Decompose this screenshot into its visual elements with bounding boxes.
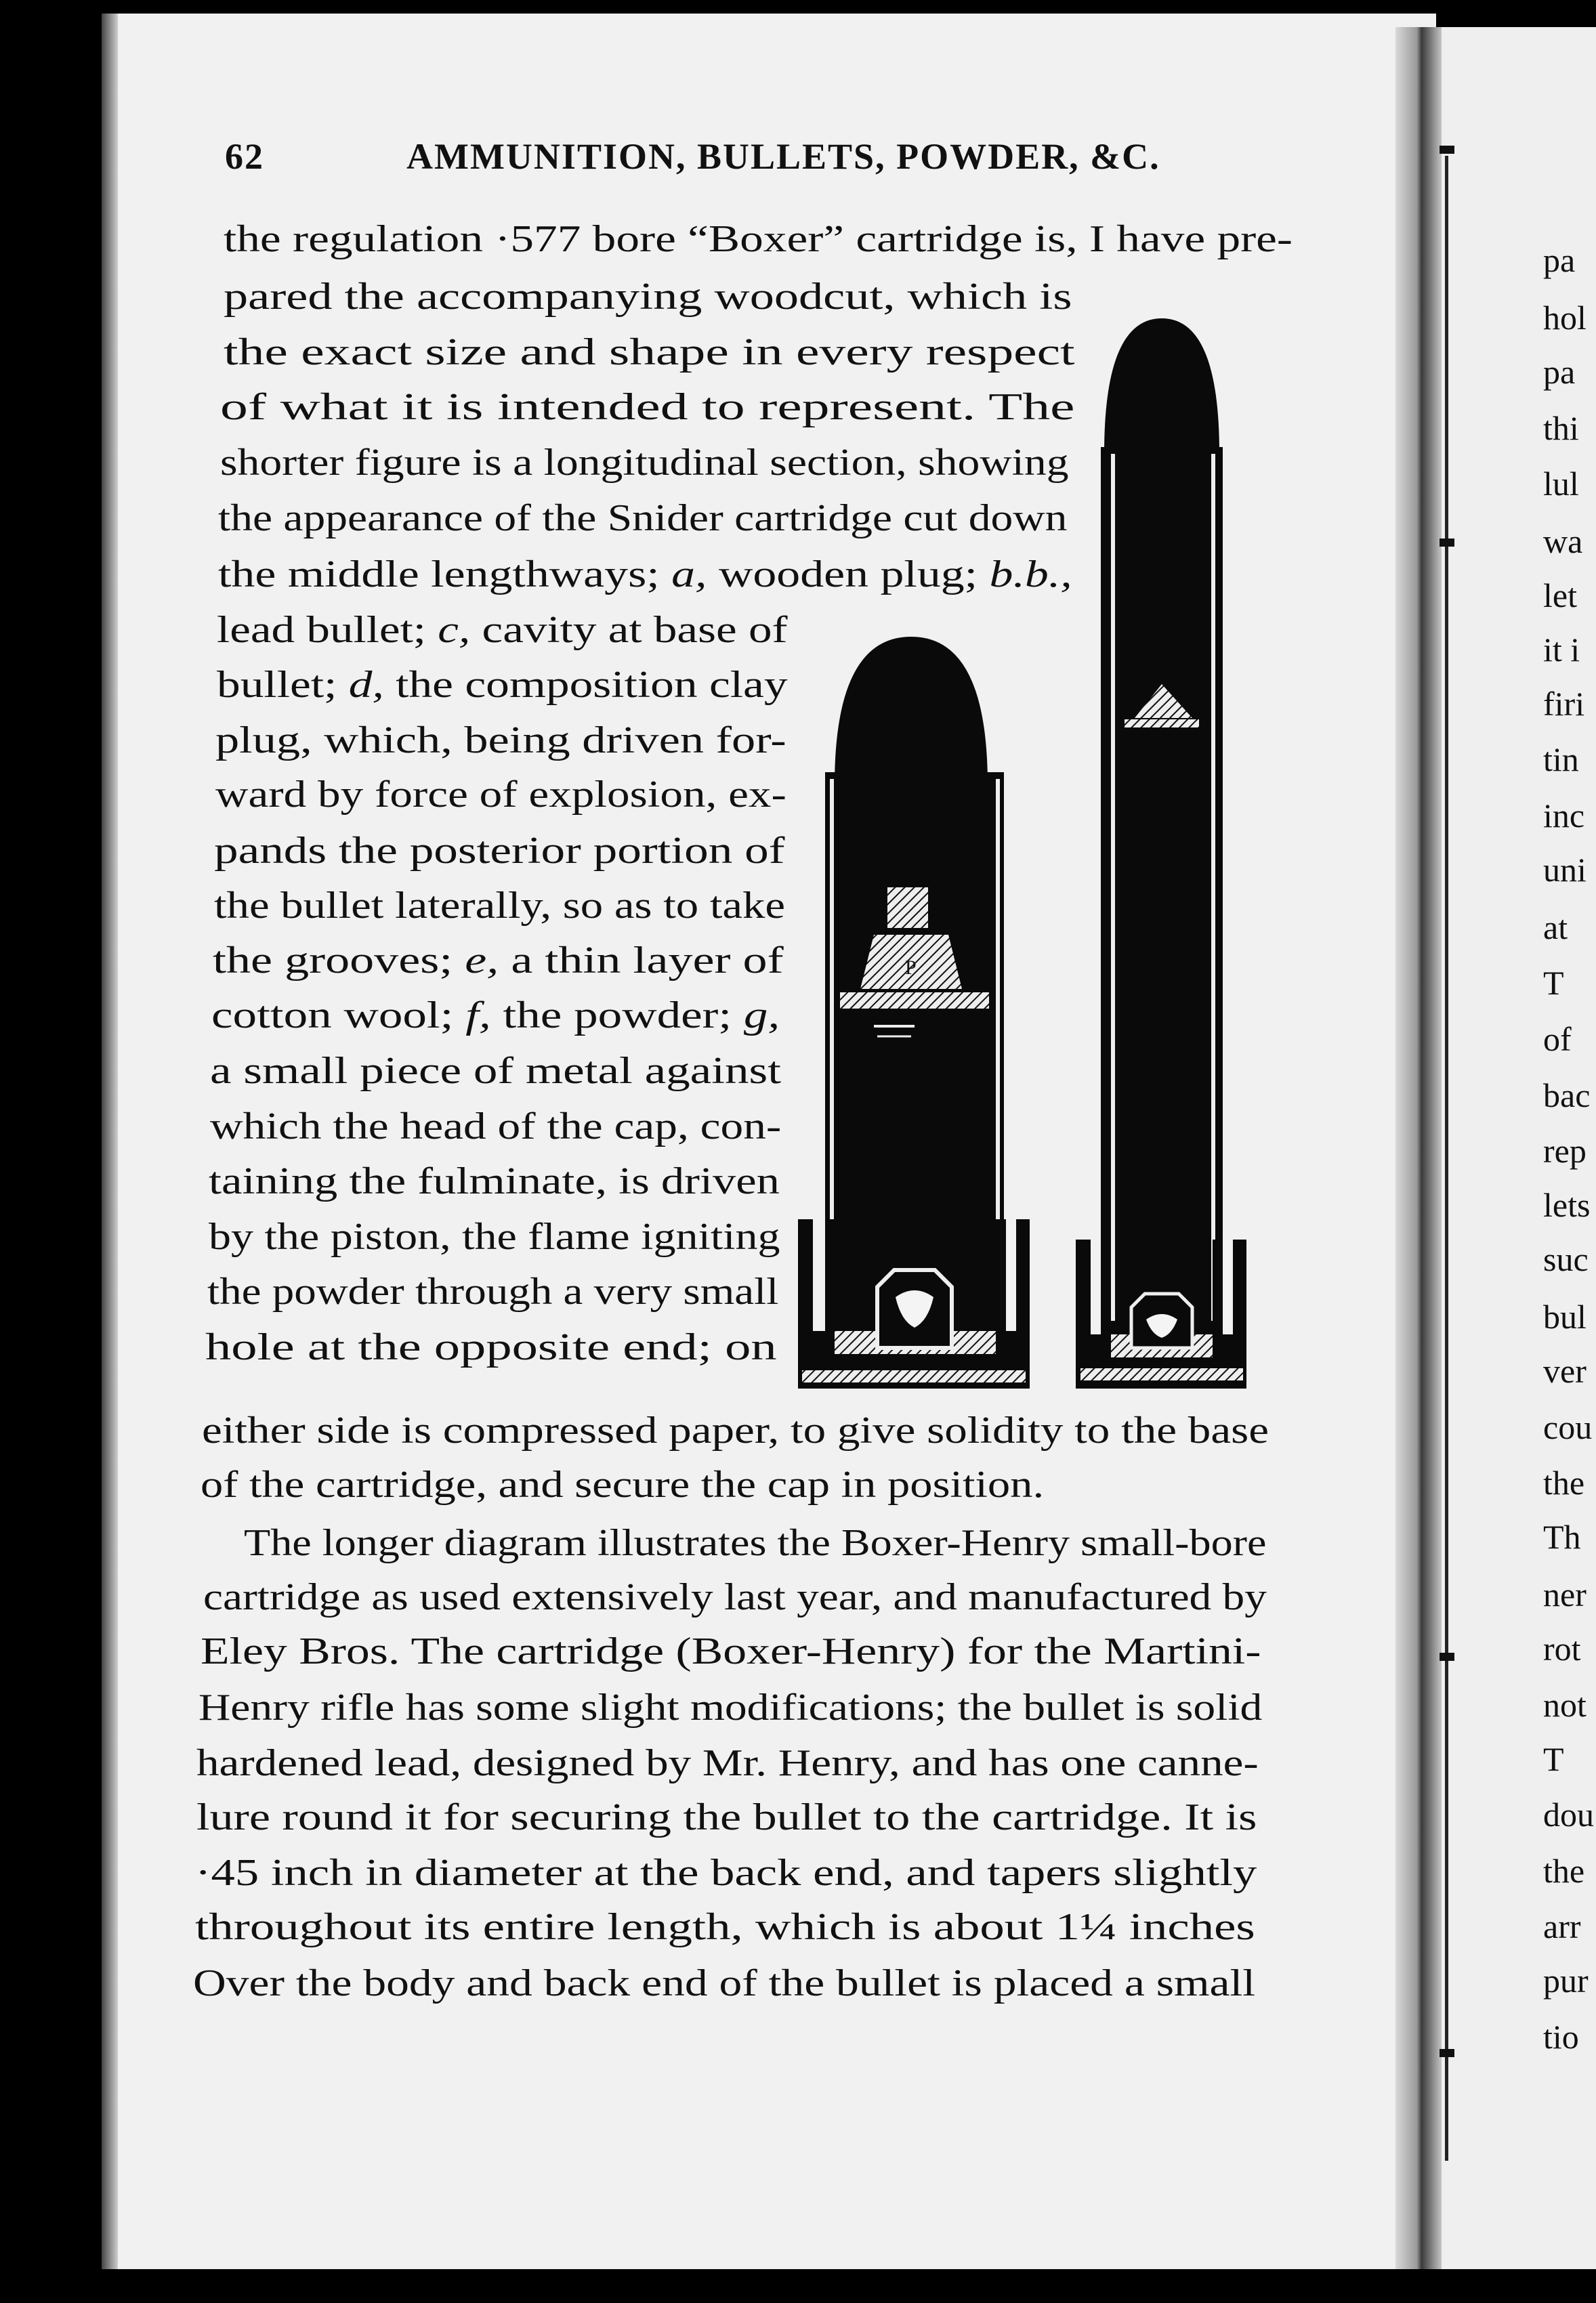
facing-text-fragment: suc (1543, 1240, 1589, 1278)
facing-text-fragment: the (1543, 1852, 1585, 1890)
facing-text-fragment: rot (1543, 1630, 1581, 1668)
facing-text-fragment: lul (1543, 465, 1579, 503)
text-line: bullet; d, the composition clay (217, 664, 788, 706)
text-line: Henry rifle has some slight modifications; the bullet is solid (198, 1687, 1263, 1729)
text-line: taining the fulminate, is driven (209, 1160, 780, 1202)
text-line: lead bullet; c, cavity at base of (217, 609, 788, 651)
text-line: a small piece of metal against (210, 1050, 781, 1092)
text-line: hole at the opposite end; on (205, 1326, 777, 1368)
text-line: of what it is intended to represent. The (220, 386, 1075, 428)
text-line: Eley Bros. The cartridge (Boxer-Henry) for the Martini- (201, 1630, 1261, 1672)
page-edge-shadow (102, 14, 118, 2269)
text-line: of the cartridge, and secure the cap in position. (201, 1464, 1045, 1506)
facing-text-fragment: uni (1543, 851, 1587, 889)
facing-text-fragment: of (1543, 1020, 1572, 1058)
text-line: Over the body and back end of the bullet is placed a small (193, 1962, 1256, 2004)
text-line: the bullet laterally, so as to take (214, 885, 786, 927)
text-line: ·45 inch in diameter at the back end, and tapers slightly (195, 1852, 1257, 1894)
facing-text-fragment: ver (1543, 1352, 1587, 1390)
book-gutter (1395, 27, 1443, 2269)
text-line: either side is compressed paper, to give solidity to the base (202, 1410, 1269, 1452)
text-line: the grooves; e, a thin layer of (213, 939, 784, 981)
facing-text-fragment: ner (1543, 1576, 1587, 1613)
facing-text-fragment: the (1543, 1464, 1585, 1502)
facing-text-fragment: let (1543, 576, 1577, 614)
facing-text-fragment: arr (1543, 1907, 1581, 1945)
text-line: pared the accompanying woodcut, which is (224, 276, 1072, 318)
text-line: the regulation ·577 bore “Boxer” cartridge is, I have pre- (224, 218, 1293, 260)
facing-text-fragment: cou (1543, 1408, 1593, 1446)
spine-mark (1440, 538, 1454, 547)
facing-text-fragment: dou (1543, 1796, 1594, 1834)
running-head: AMMUNITION, BULLETS, POWDER, &C. (406, 136, 1160, 177)
text-line: which the head of the cap, con- (210, 1105, 782, 1147)
spine-mark (1440, 2049, 1454, 2057)
text-line: by the piston, the flame igniting (209, 1216, 780, 1258)
facing-text-fragment: not (1543, 1686, 1587, 1724)
facing-text-fragment: rep (1543, 1132, 1587, 1170)
facing-text-fragment: tin (1543, 740, 1579, 778)
facing-text-fragment: thi (1543, 409, 1579, 447)
facing-text-fragment: bul (1543, 1298, 1587, 1336)
text-line: plug, which, being driven for- (215, 719, 786, 761)
facing-text-fragment: at (1543, 908, 1568, 946)
facing-text-fragment: it i (1543, 631, 1580, 669)
spine-mark (1440, 1653, 1454, 1661)
facing-text-fragment: wa (1543, 522, 1583, 560)
long-cartridge-figure (1076, 318, 1246, 1389)
spine-line (1445, 156, 1448, 2161)
text-line: the appearance of the Snider cartridge cut down (218, 497, 1068, 539)
short-cartridge-figure (798, 637, 1030, 1389)
text-line: cotton wool; f, the powder; g, (211, 994, 780, 1036)
text-line: ward by force of explosion, ex- (215, 774, 786, 816)
facing-text-fragment: pur (1543, 1962, 1589, 2000)
text-line: hardened lead, designed by Mr. Henry, and has one canne- (196, 1742, 1259, 1784)
text-line: shorter figure is a longitudinal section, showing (220, 442, 1069, 484)
text-line: cartridge as used extensively last year, and manufactured by (203, 1576, 1267, 1618)
facing-text-fragment: Th (1543, 1518, 1581, 1556)
facing-text-fragment: T (1543, 964, 1564, 1002)
facing-text-fragment: pa (1543, 353, 1576, 391)
facing-text-fragment: firi (1543, 685, 1585, 723)
facing-text-fragment: inc (1543, 797, 1585, 834)
page-number: 62 (225, 136, 264, 177)
text-line: the middle lengthways; a, wooden plug; b.b., (218, 553, 1072, 595)
text-line: throughout its entire length, which is about 1¼ inches (195, 1906, 1255, 1948)
facing-text-fragment: tio (1543, 2018, 1579, 2056)
figure-label-p: P (905, 956, 917, 979)
facing-text-fragment: pa (1543, 241, 1576, 279)
facing-text-fragment: bac (1543, 1076, 1591, 1114)
spine-mark (1440, 146, 1454, 154)
facing-text-fragment: lets (1543, 1186, 1591, 1224)
text-line: lure round it for securing the bullet to the cartridge. It is (196, 1796, 1257, 1838)
text-line: pands the posterior portion of (214, 830, 785, 872)
cartridge-woodcut (793, 318, 1280, 1416)
text-line: the powder through a very small (207, 1271, 779, 1313)
text-line: The longer diagram illustrates the Boxer-Henry small-bore (244, 1522, 1267, 1564)
facing-text-fragment: hol (1543, 299, 1587, 337)
text-line: the exact size and shape in every respect (224, 331, 1075, 373)
facing-text-fragment: T (1543, 1740, 1564, 1778)
